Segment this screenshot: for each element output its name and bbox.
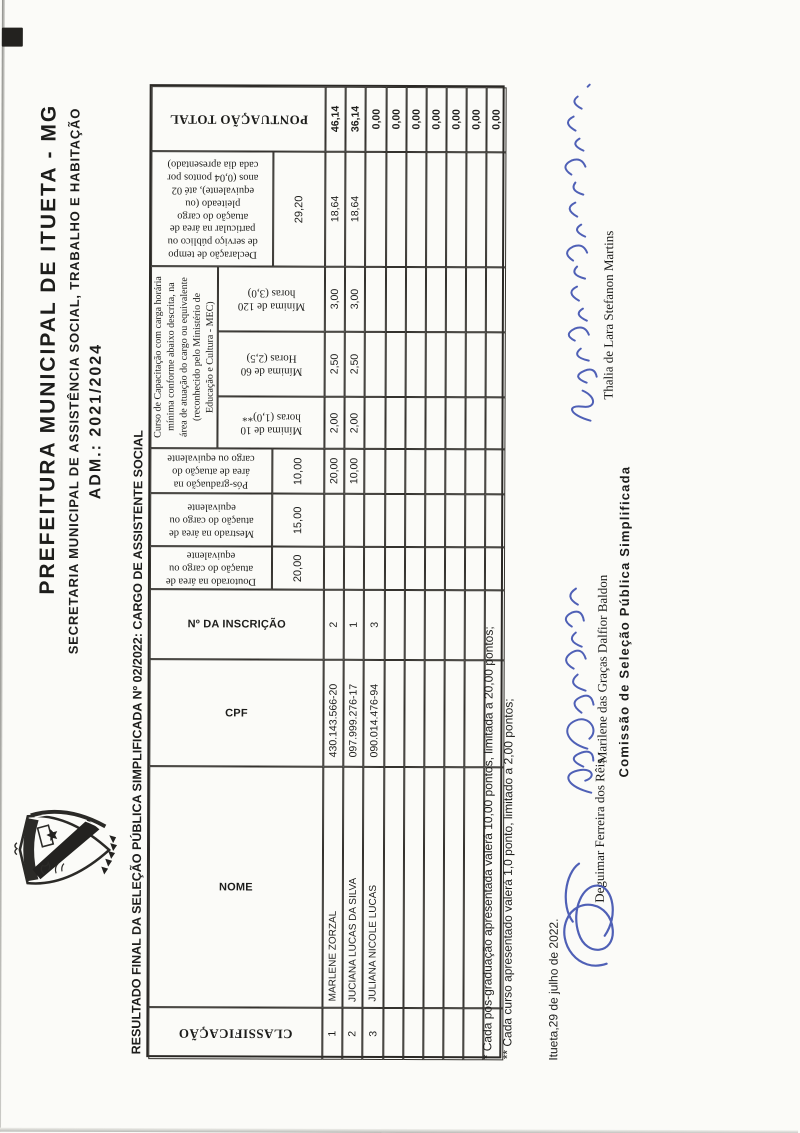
table-cell — [466, 152, 486, 267]
table-cell — [423, 1008, 443, 1060]
table-cell — [385, 590, 405, 660]
signature-marilene-text: Marilene das Graças Dalfior Baldon — [594, 574, 610, 763]
signature-marilene-ink — [547, 569, 606, 801]
table-cell — [426, 152, 446, 267]
table-cell — [486, 87, 506, 152]
table-cell-value: 46,14 — [329, 106, 342, 133]
table-cell — [345, 332, 365, 397]
table-cell-value: 2,00 — [348, 412, 361, 434]
table-cell-value: JUCIANA LUCAS DA SILVA — [346, 877, 359, 1002]
table-cell — [344, 590, 364, 660]
table-cell-value: 0,00 — [490, 109, 503, 131]
table-cell — [365, 267, 386, 332]
header-min120 — [218, 266, 325, 331]
header-classificacao — [148, 1007, 322, 1060]
header-pos-text: Pós-graduação na área de atuação do cargo ou equivalente — [167, 453, 256, 491]
table-cell — [324, 449, 344, 494]
max-doutorado-value: 20,00 — [291, 554, 305, 582]
table-cell-value: 18,64 — [329, 196, 342, 223]
table-cell — [365, 87, 386, 152]
table-cell — [342, 1008, 362, 1060]
table-cell — [426, 267, 446, 332]
table-cell — [324, 590, 344, 660]
max-declaracao — [273, 152, 325, 267]
table-cell — [426, 87, 446, 152]
header-min120-text: Mínima de 120 horas (3,0) — [237, 286, 306, 313]
title-adm — [85, 299, 108, 544]
footnote-2-text: ** Cada curso apresentado valerá 1,0 ponto, limitado a 2,00 pontos; — [500, 698, 516, 1060]
table-cell — [322, 1008, 342, 1060]
table-cell — [443, 1008, 463, 1060]
table-cell — [426, 332, 446, 397]
table-cell — [385, 397, 405, 449]
table-cell — [405, 494, 425, 547]
table-cell-value: 097.999.276-17 — [347, 684, 360, 758]
table-cell-value: 2,50 — [348, 354, 361, 375]
table-cell — [385, 547, 405, 590]
max-declaracao-value: 29,20 — [293, 195, 306, 223]
table-cell — [343, 660, 363, 767]
table-cell-value: 3,00 — [328, 289, 341, 310]
table-cell-value: 18,64 — [349, 196, 362, 223]
header-declaracao — [151, 151, 273, 266]
table-cell — [403, 1008, 423, 1060]
scan-left-edge — [0, 0, 5, 1132]
table-cell — [466, 87, 486, 152]
table-cell — [405, 547, 425, 590]
max-pos-value: 10,00 — [292, 457, 305, 485]
table-cell-value: 20,00 — [328, 458, 341, 485]
table-cell — [446, 267, 466, 332]
header-cpf-text: CPF — [225, 706, 248, 719]
table-cell-value: 2,00 — [328, 412, 341, 434]
table-cell-value: 2,50 — [328, 354, 341, 375]
signature-deguimar-ink — [549, 844, 627, 982]
table-cell — [446, 332, 466, 397]
table-cell — [384, 660, 404, 767]
table-cell — [405, 449, 425, 494]
table-cell-value: 0,00 — [370, 109, 383, 130]
table-cell — [445, 494, 465, 547]
table-cell — [486, 152, 506, 267]
table-cell — [364, 547, 385, 590]
table-cell-value: 3 — [368, 621, 381, 628]
header-nome — [148, 766, 323, 1008]
max-pos-graduacao — [272, 449, 324, 494]
table-cell — [362, 767, 384, 1008]
table-cell — [425, 590, 445, 660]
table-cell-value: 0,00 — [470, 109, 483, 131]
table-cell-value: 3 — [366, 1030, 379, 1037]
table-cell — [323, 660, 343, 767]
table-cell — [425, 449, 445, 494]
table-cell — [324, 547, 344, 590]
header-curso-grupo-text: Curso de Capacitação com carga horária mínima conforme abaixo descrita, na área de atuação do cargo ou equivalente (reconhecido pelo Ministério de Educação e Cultura - MEC) — [152, 276, 216, 439]
results-table — [146, 84, 504, 1058]
title-prefeitura-text: PREFEITURA MUNICIPAL DE ITUETA - MG — [35, 103, 61, 595]
table-cell — [345, 87, 365, 152]
header-min60 — [218, 331, 325, 396]
table-cell-value: 430.143.566-20 — [327, 684, 340, 758]
table-cell — [324, 397, 344, 449]
header-cpf — [149, 659, 323, 767]
table-cell — [406, 87, 426, 152]
header-inscricao-text: Nº DA INSCRIÇÃO — [187, 618, 286, 631]
title-secretaria-text: SECRETARIA MUNICIPAL DE ASSISTÊNCIA SOCIAL, TRABALHO E HABITAÇÃO — [65, 107, 83, 655]
table-cell — [383, 767, 404, 1008]
table-cell — [386, 267, 406, 332]
max-mestrado — [272, 494, 324, 547]
table-cell — [345, 152, 365, 267]
header-nome-text: NOME — [218, 880, 253, 893]
table-cell-value: 1 — [347, 621, 360, 628]
table-cell — [363, 660, 384, 767]
table-cell-value: 0,00 — [430, 109, 443, 130]
title-secretaria — [62, 101, 86, 661]
header-classificacao-text: CLASSIFICAÇÃO — [178, 1026, 293, 1042]
header-min60-text: Mínima de 60 Horas (2,5) — [240, 351, 303, 378]
table-cell — [405, 590, 425, 660]
coat-of-arms-icon — [11, 796, 119, 904]
scan-bottom-edge — [0, 1128, 798, 1133]
date-line-text: Itueta,29 de julho de 2022. — [546, 918, 561, 1061]
table-cell — [425, 547, 445, 590]
header-pos-graduacao — [150, 448, 272, 493]
table-cell — [344, 449, 364, 494]
table-cell — [325, 152, 345, 267]
table-cell-value: 2 — [327, 621, 340, 628]
header-doutorado — [150, 546, 272, 589]
table-cell — [406, 152, 426, 267]
table-cell-value: MARLENE ZORZAL — [326, 911, 339, 1002]
table-cell — [444, 660, 464, 767]
table-cell-value: 090.014.476-94 — [367, 684, 381, 758]
table-cell — [386, 87, 406, 152]
header-inscricao — [150, 589, 324, 660]
municipal-logo — [11, 796, 119, 904]
table-cell — [365, 152, 386, 267]
table-cell — [406, 267, 426, 332]
table-cell — [344, 494, 364, 547]
title-resultado-text: RESULTADO FINAL DA SELEÇÃO PÚBLICA SIMPLIFICADA Nº 02/2022: CARGO DE ASSISTENTE SOCIAL — [129, 429, 146, 1055]
header-doutorado-text: Doutorado na área de atuação do cargo ou equivalente — [165, 550, 257, 588]
table-cell-value: 0,00 — [390, 109, 403, 130]
max-doutorado — [272, 547, 324, 590]
table-cell — [445, 590, 465, 660]
table-cell-value: 10,00 — [348, 458, 361, 485]
header-mestrado — [150, 493, 272, 546]
table-cell — [344, 547, 364, 590]
table-cell — [364, 397, 385, 449]
header-pontuacao-total — [151, 86, 325, 152]
table-cell — [445, 449, 465, 494]
table-cell — [345, 267, 365, 332]
table-cell — [364, 449, 385, 494]
table-cell — [364, 590, 385, 660]
title-prefeitura — [32, 89, 66, 609]
max-mestrado-value: 15,00 — [292, 506, 305, 534]
header-curso-grupo — [150, 266, 218, 448]
table-cell — [365, 332, 386, 397]
table-cell — [424, 660, 444, 767]
table-cell — [404, 660, 424, 767]
footnote-2 — [497, 425, 519, 1059]
table-cell — [344, 397, 364, 449]
table-cell — [362, 1008, 383, 1060]
table-cell — [364, 494, 385, 547]
table-cell — [342, 767, 363, 1008]
header-mestrado-text: Mestrado na área de atuação do cargo ou equivalente — [168, 502, 254, 540]
table-cell — [383, 1008, 403, 1060]
table-cell — [386, 152, 406, 267]
table-cell — [443, 767, 464, 1008]
table-cell-value: 0,00 — [410, 109, 423, 130]
table-cell — [446, 87, 466, 152]
table-cell — [423, 767, 444, 1008]
table-cell-value: 2 — [346, 1030, 359, 1037]
table-cell — [386, 332, 406, 397]
table-cell-value: 3,00 — [348, 289, 361, 310]
table-cell — [425, 494, 445, 547]
table-cell — [425, 397, 445, 449]
table-cell — [445, 397, 465, 449]
table-cell — [445, 547, 465, 590]
table-cell — [446, 152, 466, 267]
table-cell-value: 1 — [326, 1030, 339, 1037]
header-min10 — [217, 396, 324, 448]
table-cell — [385, 494, 405, 547]
footnote-1-text: * Cada pós-graduação apresentada valerá 10,00 pontos, limitada a 20,00 pontos; — [480, 626, 496, 1060]
table-cell — [466, 332, 486, 397]
title-adm-text: ADM.: 2021/2024 — [87, 343, 105, 500]
table-cell-value: JULIANA NICOLE LUCAS — [367, 885, 379, 1002]
table-cell-value: 0,00 — [450, 109, 463, 130]
signature-thalia-ink — [556, 79, 605, 427]
table-cell-value: 36,14 — [349, 106, 362, 133]
table-cell — [486, 332, 506, 397]
signature-marilene-role-text: Comissão de Seleção Pública Simplificada — [615, 465, 632, 778]
table-cell — [385, 449, 405, 494]
table-cell — [325, 267, 345, 332]
table-cell — [403, 767, 424, 1008]
table-cell — [406, 332, 426, 397]
signature-thalia-text: Thalia de Lara Stefanon Martins — [600, 230, 617, 400]
header-declaracao-text: Declaração de tempo de serviço público ou particular na área de atuação do cargo pleiteado (ou equivalente), até 02 anos (0,04 pontos por cada dia apresentado) — [166, 159, 258, 261]
signature-marilene-role — [612, 433, 635, 811]
table-cell — [466, 267, 486, 332]
scan-corner-mark — [2, 28, 23, 47]
table-cell — [405, 397, 425, 449]
table-cell — [325, 87, 345, 152]
header-min10-text: Mínima de 10 horas (1,0)** — [240, 410, 302, 437]
signature-deguimar-text: Deguimar Ferreira dos Rêis — [591, 759, 608, 904]
table-cell — [322, 767, 343, 1008]
header-pontuacao-total-text: PONTUAÇÃO TOTAL — [169, 111, 308, 128]
footnote-1 — [477, 425, 499, 1059]
table-cell — [324, 494, 344, 547]
table-cell — [325, 332, 345, 397]
table-cell — [486, 267, 506, 332]
